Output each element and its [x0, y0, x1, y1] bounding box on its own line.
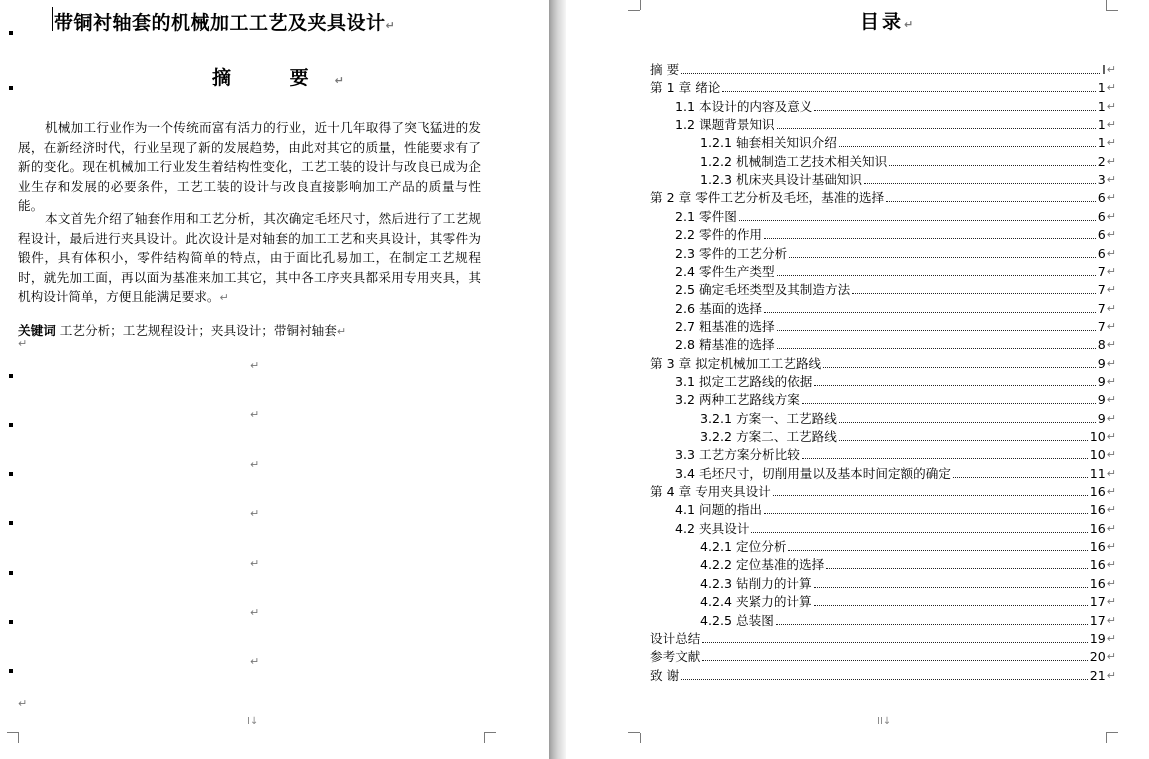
toc-entry-label: 1.1 本设计的内容及意义: [675, 98, 813, 114]
crop-mark: [1106, 10, 1118, 11]
toc-entry-label: 2.1 零件图: [675, 208, 737, 224]
toc-dot-leader: [802, 458, 1088, 459]
paragraph-mark: ↵: [1106, 503, 1116, 517]
toc-entry-page: 17: [1089, 612, 1106, 628]
toc-dot-leader: [889, 165, 1096, 166]
margin-bullet: [9, 571, 13, 575]
toc-dot-leader: [764, 513, 1088, 514]
toc-title[interactable]: 目录↵: [860, 11, 914, 33]
toc-entry-page: 7: [1097, 263, 1106, 279]
crop-mark: [1106, 732, 1118, 733]
toc-entry-page: 9: [1097, 355, 1106, 371]
page-number-left: I↓: [247, 716, 259, 727]
toc-entry[interactable]: [700, 152, 1116, 170]
paragraph-mark: ↵: [1106, 430, 1116, 443]
margin-bullet: [9, 31, 13, 35]
paragraph-mark: ↵: [1106, 191, 1116, 205]
toc-entry[interactable]: [675, 464, 1116, 482]
toc-dot-leader: [681, 73, 1100, 74]
toc-entry-page: 6: [1097, 227, 1106, 243]
paragraph-mark: ↵: [1106, 301, 1116, 315]
toc-dot-leader: [864, 183, 1096, 184]
paragraph-mark: ↵: [1106, 595, 1116, 609]
toc-entry-page: 9: [1097, 410, 1106, 426]
toc-entry[interactable]: [650, 60, 1116, 78]
toc-entry-page: 16: [1089, 557, 1106, 573]
toc-entry-page: 10: [1089, 447, 1106, 463]
toc-entry-page: 9: [1097, 392, 1106, 408]
toc-entry[interactable]: [650, 666, 1116, 684]
toc-entry-label: 第 2 章 零件工艺分析及毛坯，基准的选择: [650, 190, 885, 206]
toc-entry-page: 16: [1089, 484, 1106, 500]
toc-entry[interactable]: [675, 317, 1116, 335]
paragraph-mark: ↵: [1106, 63, 1116, 76]
paragraph-mark: ↵: [1106, 228, 1116, 242]
paragraph-mark: ↵: [1106, 576, 1116, 590]
paragraph-mark: ↵: [1106, 411, 1116, 425]
toc-entry[interactable]: [675, 335, 1116, 353]
document-title[interactable]: 带铜衬轴套的机械加工工艺及夹具设计↵: [54, 12, 396, 34]
toc-dot-leader: [953, 477, 1088, 478]
toc-dot-leader: [777, 128, 1096, 129]
toc-dot-leader: [751, 532, 1087, 533]
toc-entry-label: 1.2.2 机械制造工艺技术相关知识: [700, 153, 888, 169]
paragraph-mark: ↵: [250, 507, 260, 520]
abstract-heading[interactable]: 摘 要↵: [212, 67, 344, 89]
toc-dot-leader: [777, 275, 1096, 276]
crop-mark: [1106, 0, 1119, 10]
margin-bullet: [9, 86, 13, 90]
margin-bullet: [9, 669, 13, 673]
toc-dot-leader: [839, 440, 1088, 441]
toc-entry-label: 参考文献: [650, 649, 701, 665]
toc-entry-label: 第 1 章 绪论: [650, 80, 721, 96]
toc-entry-page: 11: [1089, 465, 1106, 481]
text-cursor: [52, 7, 53, 31]
paragraph-mark: ↵: [250, 458, 260, 471]
toc-entry-label: 3.2 两种工艺路线方案: [675, 392, 800, 408]
toc-entry-label: 1.2 课题背景知识: [675, 117, 775, 133]
toc-dot-leader: [702, 660, 1087, 661]
paragraph-mark: ↵: [250, 606, 260, 619]
toc-entry-label: 4.2.2 定位基准的选择: [700, 557, 825, 573]
toc-entry[interactable]: [700, 409, 1116, 427]
toc-entry-page: 19: [1089, 630, 1106, 646]
toc-entry-page: 10: [1089, 429, 1106, 444]
crop-mark: [628, 0, 641, 10]
toc-entry-label: 4.2.1 定位分析: [700, 539, 787, 555]
toc-dot-leader: [764, 238, 1096, 239]
toc-entry[interactable]: [700, 555, 1116, 573]
toc-entry[interactable]: [650, 482, 1116, 500]
toc-entry[interactable]: [675, 97, 1116, 115]
paragraph-mark: ↵: [1106, 209, 1116, 223]
crop-mark: [484, 732, 496, 733]
paragraph-mark: ↵: [1106, 283, 1116, 297]
paragraph-mark: ↵: [1106, 668, 1116, 682]
paragraph-mark: ↵: [250, 655, 260, 668]
toc-dot-leader: [802, 403, 1096, 404]
toc-dot-leader: [681, 679, 1088, 680]
toc-entry-page: 16: [1089, 539, 1106, 555]
toc-entry[interactable]: [675, 500, 1116, 518]
toc-entry-label: 2.3 零件的工艺分析: [675, 245, 788, 261]
toc-dot-leader: [777, 330, 1096, 331]
toc-dot-leader: [776, 624, 1088, 625]
paragraph-mark: ↵: [250, 359, 260, 372]
toc-entry[interactable]: [650, 629, 1116, 647]
paragraph-mark: ↵: [1106, 118, 1116, 132]
toc-entry[interactable]: [700, 574, 1116, 592]
toc-dot-leader: [773, 495, 1088, 496]
toc-entry-label: 2.2 零件的作用: [675, 227, 763, 243]
toc-entry-page: 16: [1089, 502, 1106, 518]
toc-entry-label: 4.1 问题的指出: [675, 502, 763, 518]
crop-mark: [628, 10, 640, 11]
toc-entry[interactable]: [700, 611, 1116, 629]
left-page: [0, 0, 549, 759]
paragraph-mark: ↵: [1106, 81, 1116, 95]
toc-entry-label: 致 谢: [650, 667, 680, 683]
toc-dot-leader: [826, 568, 1088, 569]
paragraph-mark: ↵: [250, 557, 260, 570]
margin-bullet: [9, 472, 13, 476]
toc-dot-leader: [764, 312, 1096, 313]
toc-entry[interactable]: [675, 299, 1116, 317]
paragraph-mark: ↵: [1106, 319, 1116, 333]
crop-mark: [484, 733, 497, 743]
toc-entry-page: 6: [1097, 208, 1106, 224]
toc-entry-page: 21: [1089, 667, 1106, 683]
toc-entry-page: I: [1102, 62, 1106, 77]
toc-entry-page: 7: [1097, 282, 1106, 298]
paragraph-mark: ↵: [1106, 136, 1116, 150]
toc-entry[interactable]: [675, 225, 1116, 243]
toc-entry-label: 第 3 章 拟定机械加工工艺路线: [650, 355, 822, 371]
toc-entry-label: 设计总结: [650, 630, 701, 646]
paragraph-mark: ↵: [1106, 650, 1116, 664]
paragraph-mark: ↵: [1106, 356, 1116, 370]
crop-mark: [6, 733, 19, 743]
abstract-paragraph-1[interactable]: 机械加工行业作为一个传统而富有活力的行业，近十几年取得了突飞猛进的发展，在新经济时代，行业呈现了新的发展趋势，由此对其它的质量，性能要求有了新的变化。现在机械加工行业发生着结构性变化，工艺工装的设计与改良已成为企业生存和发展的必要条件，工艺工装的设计与改良直接影响加工产品的质量与性能。: [18, 120, 481, 214]
paragraph-mark: ↵: [1106, 264, 1116, 278]
toc-entry-label: 3.1 拟定工艺路线的依据: [675, 373, 813, 389]
toc-entry-label: 4.2 夹具设计: [675, 520, 750, 536]
toc-entry[interactable]: [675, 244, 1116, 262]
toc-dot-leader: [886, 201, 1096, 202]
toc-dot-leader: [702, 642, 1087, 643]
toc-entry-label: 2.5 确定毛坯类型及其制造方法: [675, 282, 851, 298]
crop-mark: [7, 732, 19, 733]
toc-entry-label: 4.2.5 总装图: [700, 612, 774, 628]
paragraph-mark: ↵: [18, 337, 28, 350]
toc-entry[interactable]: [700, 592, 1116, 610]
paragraph-mark: ↵: [1106, 448, 1116, 462]
toc-entry[interactable]: [700, 170, 1116, 188]
toc-entry[interactable]: [650, 354, 1116, 372]
toc-dot-leader: [777, 348, 1096, 349]
toc-entry-page: 6: [1097, 245, 1106, 261]
toc-dot-leader: [814, 605, 1088, 606]
paragraph-mark: ↵: [1106, 613, 1116, 627]
toc-entry-label: 摘 要: [650, 62, 680, 77]
toc-dot-leader: [789, 257, 1096, 258]
paragraph-mark: ↵: [1106, 246, 1116, 260]
toc-entry-page: 2: [1097, 153, 1106, 169]
paragraph-mark: ↵: [1106, 173, 1116, 187]
toc-entry-label: 3.3 工艺方案分析比较: [675, 447, 800, 463]
toc-dot-leader: [788, 550, 1087, 551]
toc-entry-page: 17: [1089, 594, 1106, 610]
toc-entry[interactable]: [675, 519, 1116, 537]
toc-entry-label: 3.2.2 方案二、工艺路线: [700, 429, 837, 444]
toc-dot-leader: [739, 220, 1096, 221]
toc-entry[interactable]: [675, 372, 1116, 390]
toc-entry[interactable]: [650, 647, 1116, 665]
margin-bullet: [9, 374, 13, 378]
paragraph-mark: ↵: [1106, 521, 1116, 535]
toc-dot-leader: [852, 293, 1096, 294]
toc-entry-page: 1: [1097, 80, 1106, 96]
crop-mark: [628, 732, 640, 733]
toc-entry[interactable]: [675, 262, 1116, 280]
toc-entry-page: 16: [1089, 520, 1106, 536]
toc-entry-label: 1.2.3 机床夹具设计基础知识: [700, 172, 862, 188]
toc-dot-leader: [823, 367, 1096, 368]
paragraph-mark: ↵: [1106, 154, 1116, 168]
paragraph-mark: ↵: [18, 697, 28, 710]
toc-entry[interactable]: [675, 445, 1116, 463]
toc-entry[interactable]: [675, 280, 1116, 298]
abstract-paragraph-2[interactable]: 本文首先介绍了轴套作用和工艺分析，其次确定毛坯尺寸，然后进行了工艺规程设计，最后进行夹具设计。此次设计是对轴套的加工工艺和夹具设计，其零件为锻件，具有体积小，零件结构简单的特点，由于面比孔易加工，在制定工艺规程时，就先加工面，再以面为基准来加工其它，其中各工序夹具都采用专用夹具，其机构设计简单，方便且能满足要求。↵: [18, 211, 481, 305]
toc-entry[interactable]: [675, 207, 1116, 225]
keywords-label: 关键词: [18, 323, 56, 338]
toc-dot-leader: [814, 385, 1095, 386]
toc-entry-label: 4.2.4 夹紧力的计算: [700, 594, 812, 610]
keywords-line[interactable]: 关键词 工艺分析；工艺规程设计；夹具设计；带铜衬轴套↵: [18, 323, 347, 338]
toc-entry-page: 1: [1097, 98, 1106, 114]
toc-entry-page: 3: [1097, 172, 1106, 188]
paragraph-mark: ↵: [1106, 485, 1116, 499]
toc-entry[interactable]: [650, 188, 1116, 206]
crop-mark: [1106, 733, 1119, 743]
toc-entry-page: 20: [1089, 649, 1106, 665]
toc-entry-label: 3.4 毛坯尺寸，切削用量以及基本时间定额的确定: [675, 465, 951, 481]
toc-dot-leader: [722, 91, 1095, 92]
toc-entry[interactable]: [700, 133, 1116, 151]
toc-entry[interactable]: [700, 537, 1116, 555]
toc-entry-page: 7: [1097, 318, 1106, 334]
toc-entry-page: 1: [1097, 135, 1106, 151]
toc-dot-leader: [814, 587, 1088, 588]
toc-entry[interactable]: [675, 390, 1116, 408]
toc-entry-page: 7: [1097, 300, 1106, 316]
toc-entry-label: 2.6 基面的选择: [675, 300, 763, 316]
toc-entry-page: 6: [1097, 190, 1106, 206]
toc-entry-page: 1: [1097, 117, 1106, 133]
margin-bullet: [9, 423, 13, 427]
paragraph-mark: ↵: [1106, 374, 1116, 388]
paragraph-mark: ↵: [1106, 540, 1116, 554]
page-number-right: II↓: [877, 716, 892, 727]
toc-entry-label: 1.2.1 轴套相关知识介绍: [700, 135, 837, 151]
paragraph-mark: ↵: [1106, 631, 1116, 645]
toc-entry-page: 9: [1097, 373, 1106, 389]
toc-entry-page: 8: [1097, 337, 1106, 353]
page-gap: [549, 0, 566, 759]
keywords-text: 工艺分析；工艺规程设计；夹具设计；带铜衬轴套: [55, 323, 337, 338]
paragraph-mark: ↵: [1106, 558, 1116, 572]
toc-dot-leader: [839, 146, 1096, 147]
toc-entry-label: 2.4 零件生产类型: [675, 263, 775, 279]
crop-mark: [628, 733, 641, 743]
margin-bullet: [9, 620, 13, 624]
toc-entry-label: 4.2.3 钻削力的计算: [700, 575, 812, 591]
toc-dot-leader: [839, 422, 1096, 423]
toc-entry-label: 第 4 章 专用夹具设计: [650, 484, 771, 500]
toc-entry[interactable]: [650, 78, 1116, 96]
toc-entry-page: 16: [1089, 575, 1106, 591]
toc-entry[interactable]: [675, 115, 1116, 133]
paragraph-mark: ↵: [1106, 338, 1116, 352]
paragraph-mark: ↵: [1106, 99, 1116, 113]
toc-entry-label: 2.7 粗基准的选择: [675, 318, 775, 334]
toc-entry-label: 3.2.1 方案一、工艺路线: [700, 410, 837, 426]
paragraph-mark: ↵: [1106, 466, 1116, 480]
toc-entry-label: 2.8 精基准的选择: [675, 337, 775, 353]
paragraph-mark: ↵: [250, 408, 260, 421]
toc-dot-leader: [814, 110, 1095, 111]
margin-bullet: [9, 521, 13, 525]
toc-entry[interactable]: [700, 427, 1116, 445]
paragraph-mark: ↵: [1106, 393, 1116, 407]
